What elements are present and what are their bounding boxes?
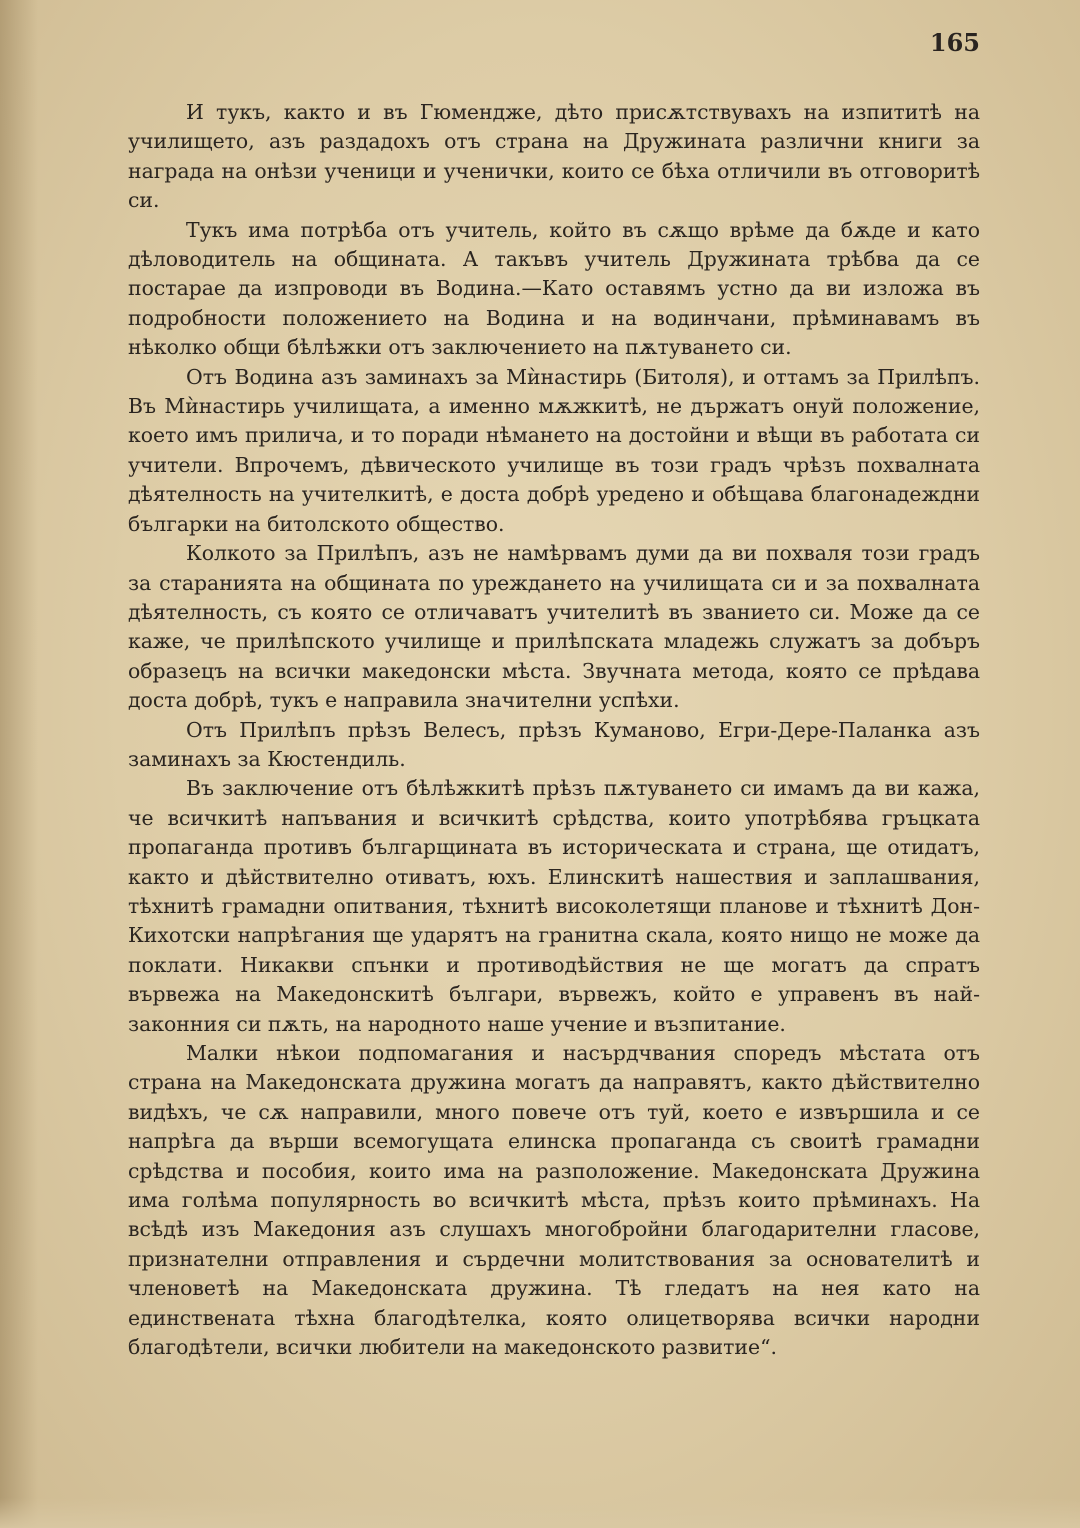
page-bottom-edge	[0, 1498, 1080, 1528]
body-text	[128, 98, 980, 1362]
paragraph-5: Отъ Прилѣпъ прѣзъ Велесъ, прѣзъ Куманово, Егри-Дере-Паланка азъ заминахъ за Кюстендиль.	[128, 717, 980, 771]
paragraph-1: И тукъ, както и въ Гюменджe, дѣто присѫтствувахъ на изпититѣ на училището, азъ раздадохъ отъ страна на Дружината различни книги за награда на онѣзи ученици и ученички, които се бѣха отличили въ отговоритѣ си.	[128, 100, 980, 213]
spine-shadow	[0, 0, 38, 1528]
paragraph-6: Въ заключение отъ бѣлѣжкитѣ прѣзъ пѫтуването си имамъ да ви кажа, че всичкитѣ напъвания и всичкитѣ срѣдства, които употрѣбява гръцката пропаганда противъ българщината въ историческата и страна, ще отидатъ, както и дѣйствително отиватъ, юхъ. Елинскитѣ нашествия и заплашвания, тѣхнитѣ грамадни опитвания, тѣхнитѣ високолетящи планове и тѣхнитѣ Дон-Кихотски напрѣгания ще ударятъ на гранитна скала, която нищо не може да поклати. Никакви спънки и противодѣйствия не ще могатъ да спратъ вървежа на Македонскитѣ българи, вървежъ, който е управенъ въ най-законния си пѫть, на народното наше учение и възпитание.	[128, 776, 980, 1036]
page-number: 165	[929, 28, 980, 57]
paragraph-3: Отъ Водина азъ заминахъ за Мѝнастирь (Битоля), и оттамъ за Прилѣпъ. Въ Мѝнастирь училищата, а именно мѫжкитѣ, не държатъ онуй положение, което имъ прилича, и то поради нѣманeто на достойни и вѣщи въ работата си учители. Впрочемъ, дѣвическото училище въ този градъ чрѣзъ похвалната дѣятелность на учителкитѣ, е доста добрѣ уредено и обѣщава благонадеждни българки на битолското общество.	[128, 364, 980, 536]
paragraph-2: Тукъ има потрѣба отъ учитель, който въ сѫщо врѣме да бѫде и като дѣловодитель на общината. А такъвъ учитель Дружината трѣбва да се постарае да изпроводи въ Водина.—Като оставямъ устно да ви изложа въ подробности положението на Водина и на водинчани, прѣминавамъ въ нѣколко общи бѣлѣжки отъ заключението на пѫтуването си.	[128, 217, 980, 360]
paragraph-4: Колкото за Прилѣпъ, азъ не намѣрвамъ думи да ви похваля този градъ за старанията на общината по уреждането на училищата си и за похвалната дѣятелность, съ която се отличаватъ учителитѣ въ званието си. Може да се каже, че прилѣпското училище и прилѣпската младежь служатъ за добъръ образецъ на всички македонски мѣста. Звучната метода, която се прѣдава доста добрѣ, тукъ е направила значителни успѣхи.	[128, 541, 980, 713]
paragraph-7: Малки нѣкои подпомагания и насърдчвания споредъ мѣстата отъ страна на Македонската дружина могатъ да направятъ, както дѣйствително видѣхъ, че сѫ направили, много повече отъ туй, което е извършила и се напрѣга да върши всемогущата елинска пропаганда съ своитѣ грамадни срѣдства и пособия, които има на разположение. Македонската Дружина има голѣма популярность во всичкитѣ мѣста, прѣзъ които прѣминахъ. На всѣдѣ изъ Македония азъ слушахъ многобройни благодарителни гласове, признателни отправления и сърдечни молитствования за основателитѣ и членоветѣ на Македонската дружина. Тѣ гледатъ на нея като на единствената тѣхна благодѣтелка, която олицетворява всички народни благодѣтели, всички любители на македонското развитие“.	[128, 1041, 980, 1360]
